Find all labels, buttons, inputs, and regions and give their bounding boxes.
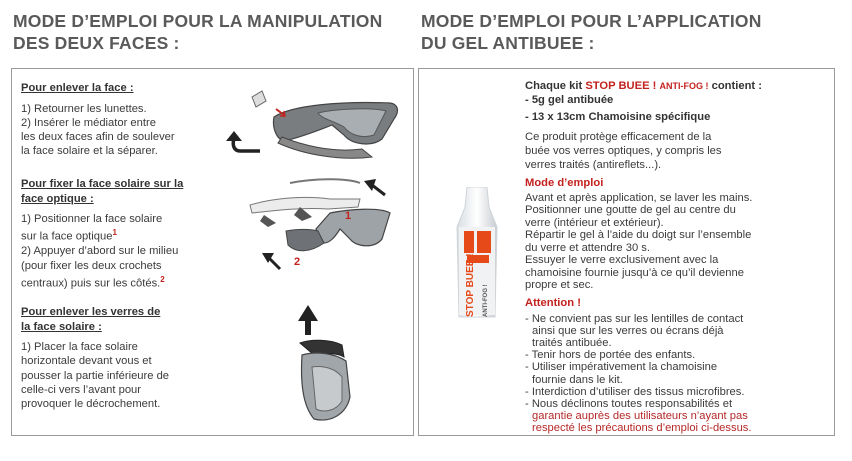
text-line: 2) Appuyer d’abord sur le milieu [21, 245, 179, 258]
attention-line: ainsi que sur les verres ou écrans déjà [532, 324, 724, 337]
section-remove-face [21, 81, 175, 159]
attention-title: Attention ! [525, 297, 581, 310]
up-arrow-icon [298, 305, 318, 321]
intro-line: verres traités (antireflets...). [525, 159, 662, 172]
mediator-icon [252, 91, 266, 107]
gel-tube-image [437, 187, 517, 437]
text-line: centraux) puis sur les côtés.$^2$ [21, 274, 165, 290]
text-line: 2) Insérer le médiator entre [21, 116, 156, 129]
text-line: sur la face optique$^1$ [21, 228, 117, 244]
left-heading-line1: MODE D’EMPLOI POUR LA MANIPULATION [13, 11, 383, 31]
attention-line: fournie dans le kit. [532, 373, 623, 386]
kit-item: - 13 x 13cm Chamoisine spécifique [525, 110, 711, 123]
attention-line: respecté les précautions d’emploi ci-dessus. [532, 422, 752, 435]
mode-emploi-title: Mode d’emploi [525, 176, 604, 189]
tube-brand-text: STOP BUEE ! [465, 253, 476, 317]
tube-sub-text: ANTI-FOG ! [483, 284, 489, 317]
left-heading-line2: DES DEUX FACES : [13, 33, 180, 53]
footnote-2: 2 [160, 274, 165, 284]
intro-line: Ce produit protège efficacement de la [525, 130, 712, 143]
mode-line: propre et sec. [525, 278, 594, 291]
attention-line: - Nous déclinons toutes responsabilités et [525, 398, 733, 411]
mode-line: Avant et après application, se laver les mains. [525, 192, 753, 205]
figure-label-1: 1 [345, 210, 352, 222]
figure-remove-lenses [290, 297, 360, 432]
text-line: (pour fixer les deux crochets [21, 259, 162, 272]
mode-line: Essuyer le verre exclusivement avec la [525, 254, 719, 267]
figure-remove-face [222, 79, 407, 164]
left-heading [13, 10, 382, 54]
kit-antifog: ANTI-FOG ! [659, 81, 709, 91]
right-heading [421, 10, 762, 54]
right-heading-line1: MODE D’EMPLOI POUR L’APPLICATION [421, 11, 762, 31]
mode-emploi-text [525, 192, 825, 291]
section-remove-lenses-title-2: la face solaire : [21, 320, 102, 333]
text-line: horizontale devant vous et [21, 355, 152, 368]
figure-label-2: 2 [294, 256, 301, 268]
text-line: pousser la partie inférieure de [21, 369, 170, 382]
attention-line: - Interdiction d’utiliser des tissus microfibres. [525, 385, 745, 398]
section-remove-face-title: Pour enlever la face : [21, 82, 134, 94]
section-fix-face-title-2: face optique : [21, 192, 94, 205]
text-line: celle-ci vers l’avant pour [21, 383, 142, 396]
mode-line: verre (intérieur et extérieur). [525, 216, 664, 229]
left-panel [11, 68, 414, 436]
section-fix-face [21, 177, 183, 291]
right-panel [418, 68, 835, 436]
text-line: provoquer le décrochement. [21, 398, 161, 411]
mode-line: du verre et attendre 30 s. [525, 241, 651, 254]
kit-item: - 5g gel antibuée [525, 94, 614, 107]
footnote-1: 1 [112, 228, 117, 238]
kit-brand: STOP BUEE ! [585, 80, 657, 92]
text-line: 1) Placer la face solaire [21, 341, 138, 353]
text-line: 1) Positionner la face solaire [21, 213, 163, 225]
attention-text [525, 313, 825, 435]
attention-line: - Ne convient pas sur les lentilles de contact [525, 312, 744, 325]
figure-fix-face [240, 169, 405, 279]
section-fix-face-title-1: Pour fixer la face solaire sur la [21, 178, 184, 190]
sunglasses-icon [316, 209, 390, 246]
text-line: 1) Retourner les lunettes. [21, 102, 147, 115]
text-line: les deux faces afin de soulever [21, 131, 175, 144]
right-heading-line2: DU GEL ANTIBUEE : [421, 33, 595, 53]
mode-line: Positionner une goutte de gel au centre du [525, 204, 736, 217]
mode-line: chamoisine fournie jusqu’à ce qu’il devienne [525, 266, 744, 279]
attention-line: garantie auprès des utilisateurs n’ayant pas [532, 410, 748, 423]
kit-line: Chaque kit STOP BUEE ! ANTI-FOG ! contient : [525, 80, 762, 92]
intro-line: buée vos verres optiques, y compris les [525, 145, 722, 158]
kit-contents [525, 79, 825, 435]
section-remove-lenses [21, 305, 169, 411]
attention-line: - Utiliser impérativement la chamoisine [525, 361, 718, 374]
attention-line: - Tenir hors de portée des enfants. [525, 349, 696, 362]
section-remove-lenses-title-1: Pour enlever les verres de [21, 306, 161, 318]
text-line: la face solaire et la séparer. [21, 145, 158, 158]
mode-line: Répartir le gel à l’aide du doigt sur l’ensemble [525, 229, 752, 242]
attention-line: traités antibuée. [532, 337, 612, 350]
